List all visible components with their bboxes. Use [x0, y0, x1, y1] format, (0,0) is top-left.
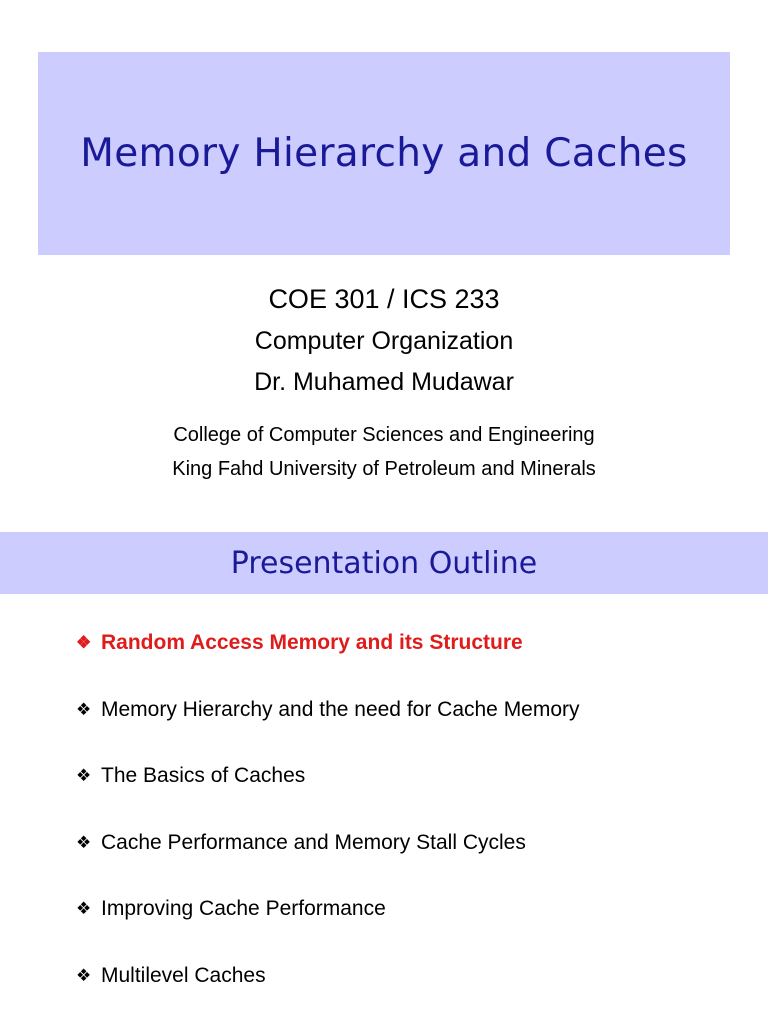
course-code: COE 301 / ICS 233: [0, 284, 768, 315]
outline-item: [76, 697, 580, 764]
title-banner: [38, 52, 730, 255]
outline-item-label: Multilevel Caches: [101, 963, 266, 989]
outline-item-label: Memory Hierarchy and the need for Cache Memory: [101, 697, 580, 723]
college-name: College of Computer Sciences and Engineering: [0, 424, 768, 447]
outline-list: [76, 630, 580, 1029]
outline-heading: Presentation Outline: [231, 546, 537, 581]
instructor-name: Dr. Muhamed Mudawar: [0, 368, 768, 397]
outline-item: [76, 963, 580, 1029]
outline-item-label: Improving Cache Performance: [101, 896, 386, 922]
diamond-bullet-icon: ❖: [76, 896, 101, 922]
outline-item-label: Cache Performance and Memory Stall Cycles: [101, 830, 526, 856]
diamond-bullet-icon: ❖: [76, 763, 101, 789]
outline-item-label: Random Access Memory and its Structure: [101, 630, 523, 656]
outline-item-label: The Basics of Caches: [101, 763, 305, 789]
diamond-bullet-icon: ❖: [76, 697, 101, 723]
university-name: King Fahd University of Petroleum and Minerals: [0, 458, 768, 481]
outline-item: [76, 896, 580, 963]
diamond-bullet-icon: ❖: [76, 630, 101, 656]
course-name: Computer Organization: [0, 327, 768, 356]
outline-item: [76, 830, 580, 897]
diamond-bullet-icon: ❖: [76, 830, 101, 856]
diamond-bullet-icon: ❖: [76, 963, 101, 989]
outline-banner: [0, 532, 768, 594]
page-title: Memory Hierarchy and Caches: [80, 131, 687, 176]
outline-item: [76, 630, 580, 697]
outline-item: [76, 763, 580, 830]
